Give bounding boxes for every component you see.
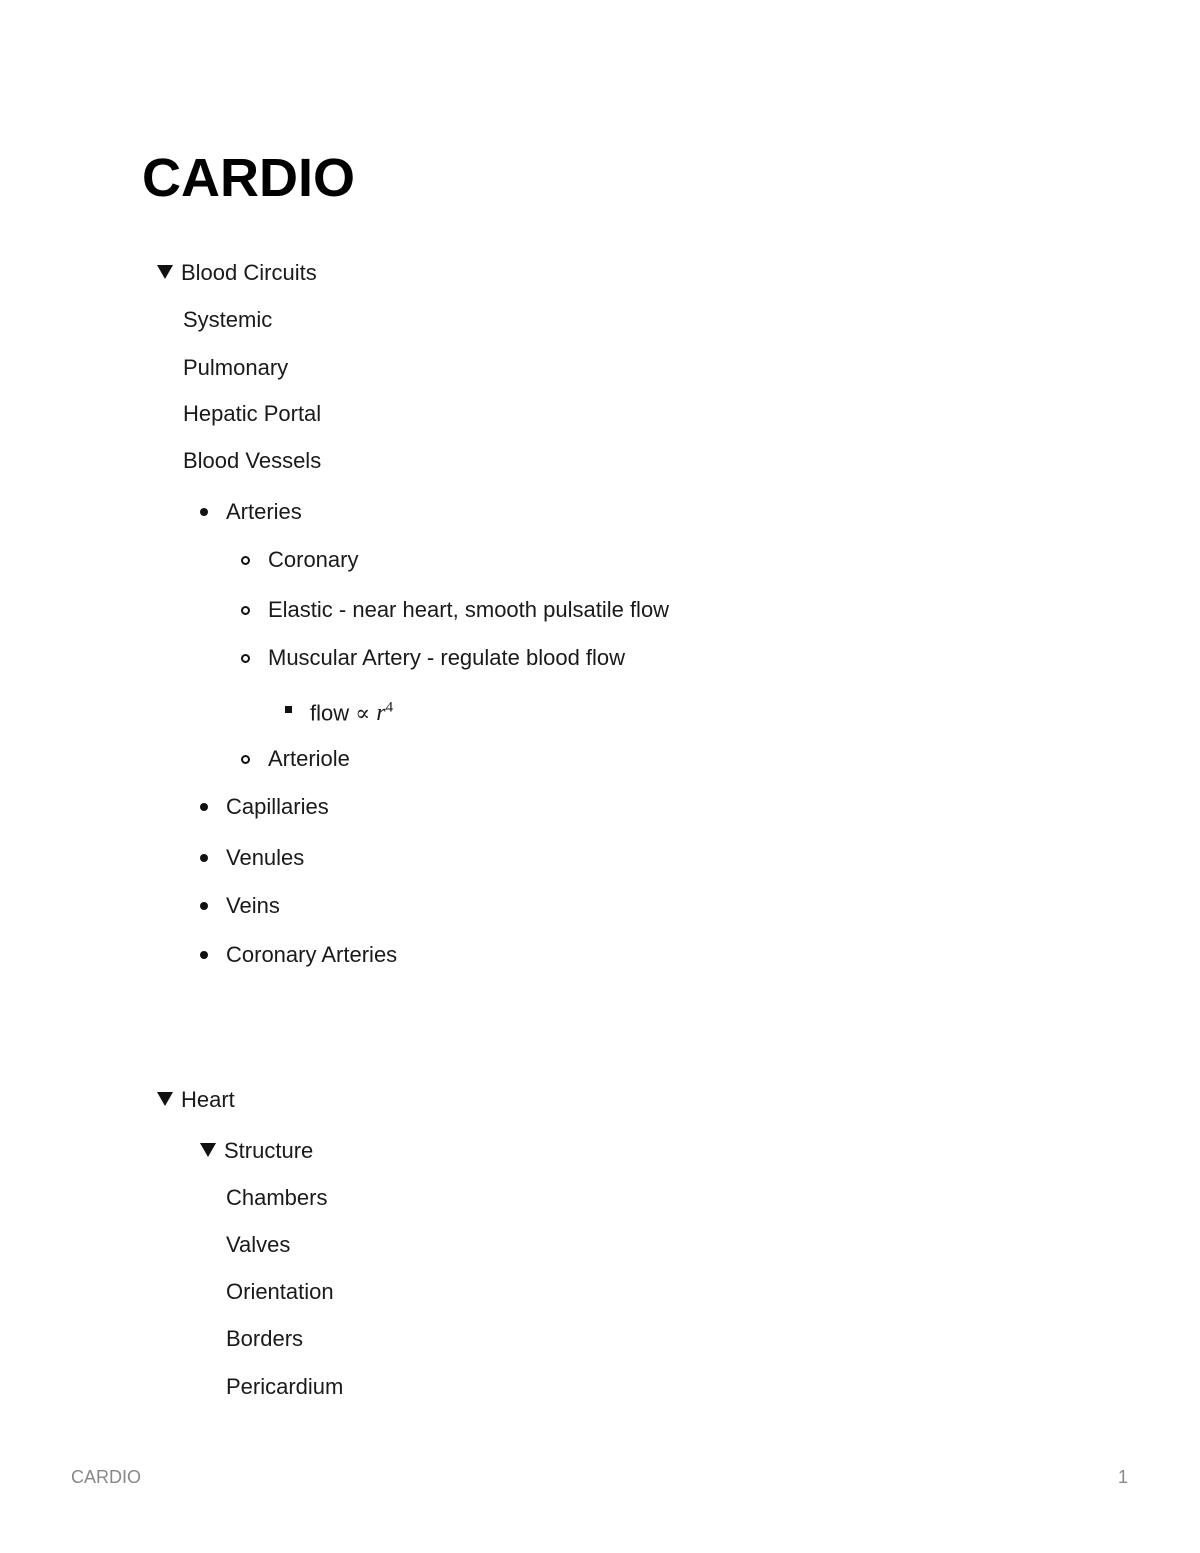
list-item: Borders	[226, 1326, 304, 1351]
formula-word: flow	[310, 700, 350, 726]
item-text: Capillaries	[226, 794, 329, 819]
list-item: Blood Vessels	[183, 448, 322, 473]
list-item	[268, 745, 350, 773]
list-item: Pericardium	[226, 1374, 344, 1399]
item-text: Arteries	[226, 499, 302, 524]
formula-exponent: 4	[385, 700, 394, 716]
list-item: Valves	[226, 1232, 291, 1257]
list-item: Chambers	[226, 1185, 328, 1210]
toggle-structure[interactable]	[200, 1137, 313, 1165]
list-item	[226, 892, 280, 920]
item-text: Elastic - near heart, smooth pulsatile flow	[268, 597, 670, 622]
item-text: Venules	[226, 845, 305, 870]
proportional-symbol: ∝	[355, 701, 371, 727]
circle-bullet-icon	[241, 654, 250, 663]
list-item: Orientation	[226, 1279, 334, 1304]
list-item	[268, 596, 669, 624]
list-item: Systemic	[183, 307, 273, 332]
toggle-label: Heart	[181, 1087, 235, 1112]
triangle-down-icon	[200, 1143, 216, 1157]
formula-variable: r	[376, 700, 386, 727]
list-item	[226, 844, 304, 872]
bullet-icon	[200, 951, 208, 959]
list-item	[268, 546, 358, 574]
square-bullet-icon	[285, 706, 292, 713]
bullet-icon	[200, 902, 208, 910]
list-item: Pulmonary	[183, 355, 289, 380]
list-item	[268, 644, 625, 672]
page-number: 1	[1118, 1467, 1129, 1487]
circle-bullet-icon	[241, 755, 250, 764]
bullet-icon	[200, 803, 208, 811]
toggle-heart[interactable]	[157, 1086, 235, 1114]
triangle-down-icon	[157, 1092, 173, 1106]
circle-bullet-icon	[241, 556, 250, 565]
item-text: Veins	[226, 893, 280, 918]
formula-item	[310, 694, 393, 728]
toggle-label: Structure	[224, 1138, 314, 1163]
list-item	[226, 498, 302, 526]
list-item	[226, 793, 329, 821]
bullet-icon	[200, 854, 208, 862]
bullet-icon	[200, 508, 208, 516]
list-item: Hepatic Portal	[183, 401, 322, 426]
list-item	[226, 941, 397, 969]
item-text: Muscular Artery - regulate blood flow	[268, 645, 626, 670]
item-text: Coronary Arteries	[226, 942, 398, 967]
item-text: Coronary	[268, 547, 359, 572]
toggle-label: Blood Circuits	[181, 260, 317, 285]
footer-title: CARDIO	[71, 1467, 142, 1487]
circle-bullet-icon	[241, 606, 250, 615]
page-title: CARDIO	[142, 148, 355, 208]
item-text: Arteriole	[268, 746, 350, 771]
toggle-blood-circuits[interactable]	[157, 259, 317, 287]
triangle-down-icon	[157, 265, 173, 279]
